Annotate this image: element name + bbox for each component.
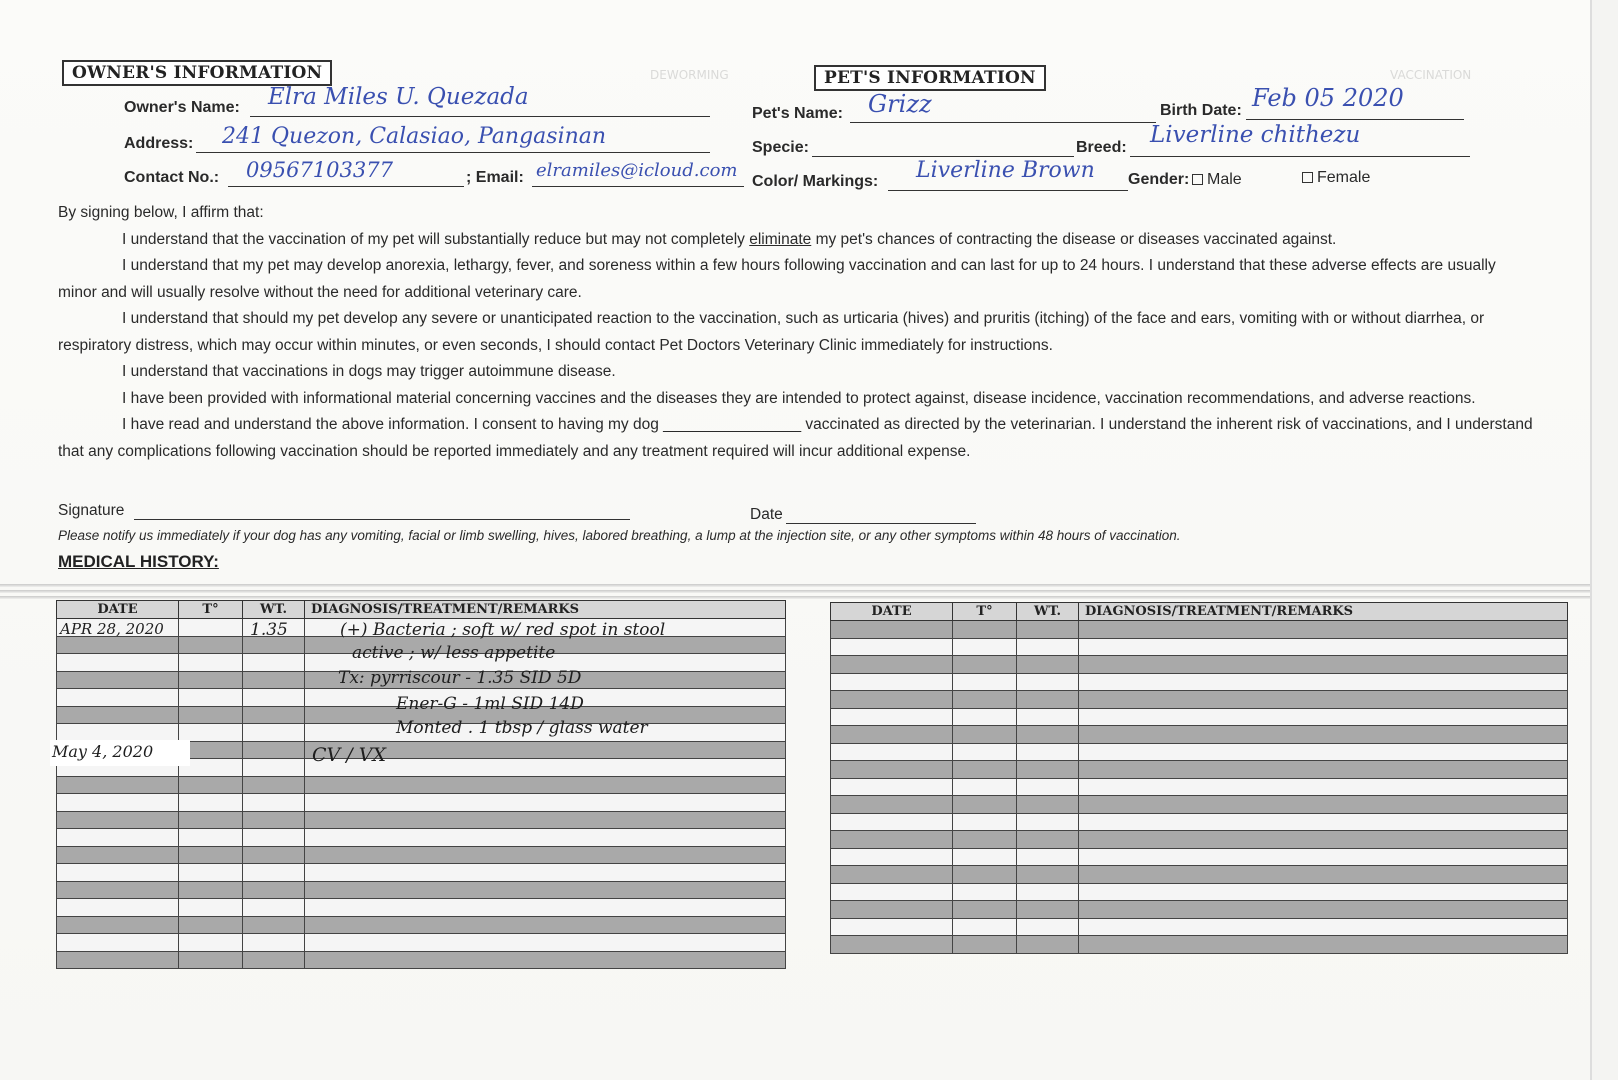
underlined-word: eliminate	[749, 230, 812, 248]
col-temp-header: T°	[179, 601, 243, 619]
medical-history-heading: MEDICAL HISTORY:	[58, 552, 219, 571]
col-remarks-header: DIAGNOSIS/TREATMENT/REMARKS	[1079, 603, 1568, 621]
table-row	[57, 776, 786, 794]
gender-male-option[interactable]	[1192, 171, 1242, 189]
breed-value: Liverline chithezu	[1150, 122, 1361, 148]
gender-female-label: Female	[1317, 169, 1371, 186]
col-date-header: DATE	[57, 601, 179, 619]
col-weight-header: WT.	[1017, 603, 1079, 621]
col-weight-header: WT.	[243, 601, 305, 619]
color-markings-value: Liverline Brown	[916, 158, 1095, 183]
table-row	[831, 621, 1568, 639]
col-date-header: DATE	[831, 603, 953, 621]
table-row	[831, 761, 1568, 779]
table-row	[57, 811, 786, 829]
specie-line	[812, 156, 1074, 157]
owner-info-heading: OWNER'S INFORMATION	[62, 60, 332, 86]
consent-text	[58, 200, 1538, 465]
scan-band	[0, 596, 1590, 599]
table-row	[831, 796, 1568, 814]
table-row	[831, 743, 1568, 761]
scan-band	[0, 584, 1590, 587]
address-value: 241 Quezon, Calasiao, Pangasinan	[222, 124, 607, 149]
table-row	[57, 951, 786, 969]
date-line[interactable]	[786, 523, 976, 524]
owner-name-line	[250, 116, 710, 117]
table-row	[57, 881, 786, 899]
table-row	[57, 864, 786, 882]
gender-female-option[interactable]	[1302, 169, 1370, 187]
email-line	[532, 186, 744, 187]
entry-remarks: Monted . 1 tbsp / glass water	[396, 718, 648, 738]
table-row	[57, 846, 786, 864]
scan-band	[0, 590, 1590, 593]
table-row	[57, 916, 786, 934]
birth-date-value: Feb 05 2020	[1252, 84, 1404, 112]
table-row	[57, 829, 786, 847]
table-header-row	[57, 601, 786, 619]
contact-line	[228, 186, 464, 187]
consent-paragraph-5: I have been provided with informational material concerning vaccines and the diseases they are intended to protect against, disease incidence, vaccination recommendations, and adverse reactions.	[122, 389, 1476, 407]
table-row	[831, 638, 1568, 656]
table-row	[831, 691, 1568, 709]
table-row	[831, 673, 1568, 691]
table-row	[831, 883, 1568, 901]
table-row	[57, 899, 786, 917]
table-row	[831, 848, 1568, 866]
consent-paragraph-1: I understand that the vaccination of my pet will substantially reduce but may not completely eliminate my pet's chances of contracting the disease or diseases vaccinated against.	[122, 230, 1337, 248]
gender-label: Gender:	[1128, 171, 1190, 188]
table-row	[831, 726, 1568, 744]
signature-label: Signature	[58, 502, 125, 519]
breed-label: Breed:	[1076, 139, 1127, 156]
table-row	[831, 936, 1568, 954]
female-checkbox-icon[interactable]	[1302, 172, 1313, 183]
owner-name-value: Elra Miles U. Quezada	[268, 84, 529, 110]
medical-history-table-right	[830, 602, 1568, 954]
owner-name-label: Owner's Name:	[124, 99, 240, 116]
dog-name-blank[interactable]: ________________	[663, 416, 802, 433]
address-line	[196, 152, 710, 153]
birth-date-line	[1246, 119, 1464, 120]
specie-label: Specie:	[752, 139, 809, 156]
entry-date: May 4, 2020	[52, 742, 154, 761]
bleed-through-text: DEWORMING	[650, 68, 729, 82]
pet-name-line	[850, 122, 1156, 123]
birth-date-label: Birth Date:	[1160, 102, 1242, 119]
email-label: ; Email:	[466, 169, 524, 186]
pet-name-value: Grizz	[868, 90, 932, 118]
entry-remarks: active ; w/ less appetite	[352, 643, 556, 663]
table-row	[831, 813, 1568, 831]
table-row	[831, 901, 1568, 919]
table-header-row	[831, 603, 1568, 621]
address-label: Address:	[124, 135, 194, 152]
color-markings-label: Color/ Markings:	[752, 173, 879, 190]
breed-line	[1130, 156, 1470, 157]
bleed-through-text: VACCINATION	[1390, 68, 1472, 82]
email-value: elramiles@icloud.com	[536, 160, 738, 181]
table-row	[831, 778, 1568, 796]
col-remarks-header: DIAGNOSIS/TREATMENT/REMARKS	[305, 601, 786, 619]
consent-paragraph-4: I understand that vaccinations in dogs may trigger autoimmune disease.	[122, 363, 616, 380]
entry-remarks: Ener-G - 1ml SID 14D	[396, 694, 584, 714]
pet-name-label: Pet's Name:	[752, 105, 843, 122]
gender-male-label: Male	[1207, 171, 1242, 188]
consent-paragraph-6: I have read and understand the above information. I consent to having my dog ________________ vaccinated as directed by the veterinarian. I understand the inherent risk of vaccinations, and I understand that any complications following vaccination should be reported immediately and any treatment required will incur additional expense.	[58, 416, 1533, 460]
contact-label: Contact No.:	[124, 169, 220, 186]
table-row	[831, 866, 1568, 884]
entry-remarks: CV / VX	[312, 744, 386, 766]
consent-paragraph-2: I understand that my pet may develop anorexia, lethargy, fever, and soreness within a few hours following vaccination and can last for up to 24 hours. I understand that these adverse effects are usually minor and will usually resolve without the need for additional veterinary care.	[58, 257, 1496, 301]
entry-weight: 1.35	[250, 620, 288, 640]
entry-remarks: (+) Bacteria ; soft w/ red spot in stool	[340, 620, 666, 640]
table-row	[57, 934, 786, 952]
symptoms-notice: Please notify us immediately if your dog has any vomiting, facial or limb swelling, hives, labored breathing, a lump at the injection site, or any other symptoms within 48 hours of vaccination.	[58, 528, 1181, 543]
pet-info-heading: PET'S INFORMATION	[814, 65, 1046, 91]
col-temp-header: T°	[953, 603, 1017, 621]
table-row	[831, 708, 1568, 726]
date-label: Date	[750, 506, 783, 523]
consent-intro: By signing below, I affirm that:	[58, 204, 264, 221]
color-markings-line	[888, 190, 1128, 191]
table-row	[57, 794, 786, 812]
entry-remarks: Tx: pyrriscour - 1.35 SID 5D	[338, 668, 582, 688]
entry-date: APR 28, 2020	[60, 620, 164, 638]
table-row	[831, 918, 1568, 936]
consent-paragraph-3: I understand that should my pet develop any severe or unanticipated reaction to the vaccination, such as urticaria (hives) and pruritis (itching) of the face and ears, vomiting with or without diarrhea, or respiratory distress, which may occur within minutes, or even seconds, I should contact Pet Doctors Veterinary Clinic immediately for instructions.	[58, 310, 1485, 354]
male-checkbox-icon[interactable]	[1192, 174, 1203, 185]
table-row	[831, 831, 1568, 849]
table-row	[831, 656, 1568, 674]
signature-line[interactable]	[134, 519, 630, 520]
contact-value: 09567103377	[246, 158, 393, 182]
